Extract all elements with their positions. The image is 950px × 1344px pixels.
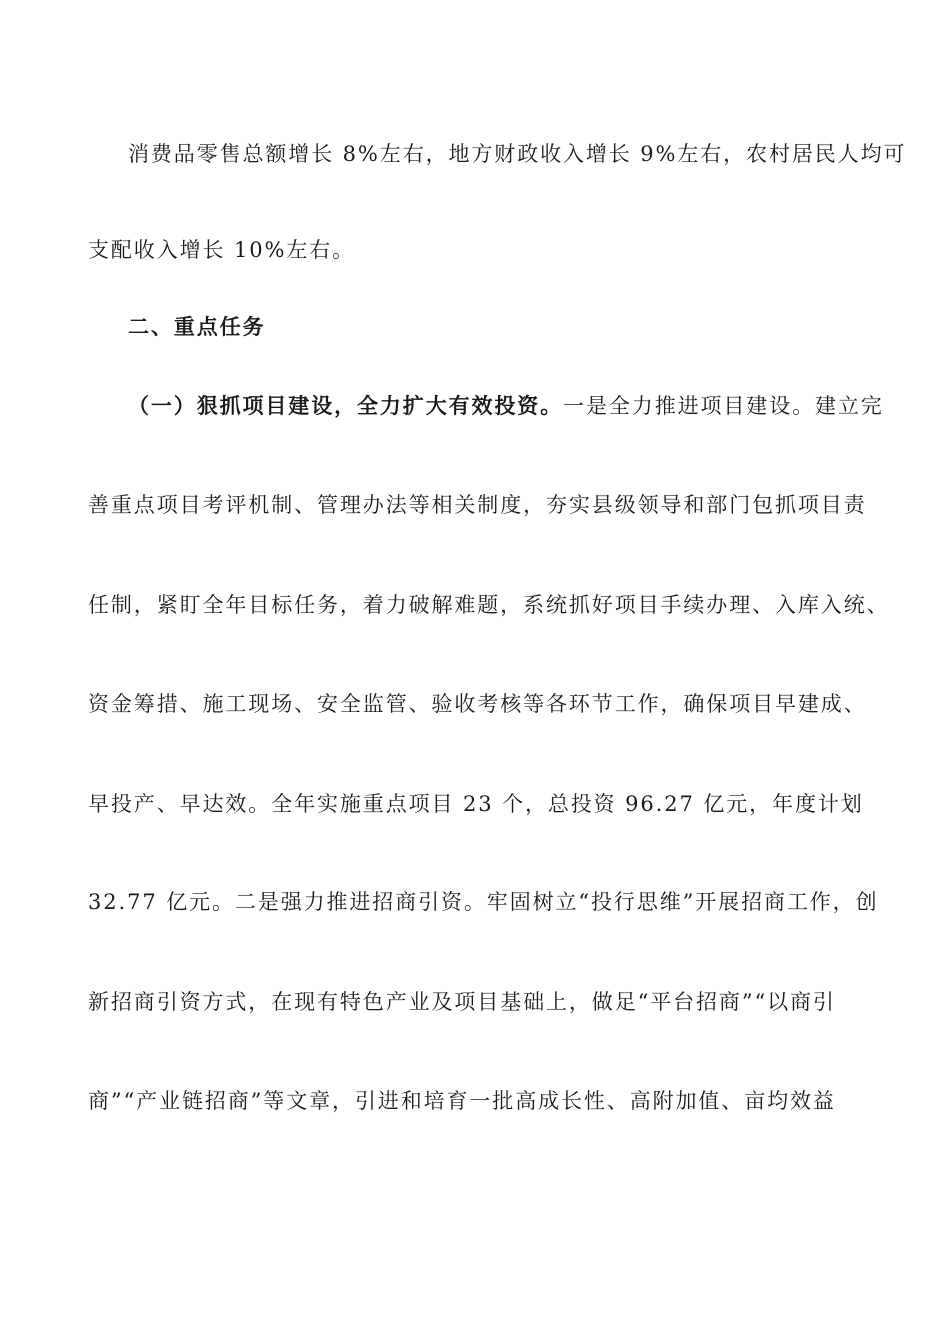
paragraph-1-line-8: 商”“产业链招商”等文章，引进和培育一批高成长性、高附加值、亩均效益 bbox=[88, 1089, 836, 1113]
paragraph-1-line-2: 善重点项目考评机制、管理办法等相关制度，夯实县级领导和部门包抓项目责 bbox=[88, 493, 867, 517]
intro-line-1: 消费品零售总额增长 8%左右，地方财政收入增长 9%左右，农村居民人均可 bbox=[128, 142, 907, 166]
paragraph-1-line-3: 任制，紧盯全年目标任务，着力破解难题，系统抓好项目手续办理、入库入统、 bbox=[88, 593, 890, 617]
paragraph-1-line-1 bbox=[128, 391, 884, 421]
section-heading: 二、重点任务 bbox=[128, 314, 266, 339]
paragraph-1-line-7: 新招商引资方式，在现有特色产业及项目基础上，做足“平台招商”“以商引 bbox=[88, 990, 836, 1014]
paragraph-1-line-5: 早投产、早达效。全年实施重点项目 23 个，总投资 96.27 亿元，年度计划 bbox=[88, 792, 864, 816]
paragraph-1-line-6: 32.77 亿元。二是强力推进招商引资。牢固树立“投行思维”开展招商工作，创 bbox=[88, 890, 879, 914]
paragraph-1-bold-heading: （一）狠抓项目建设，全力扩大有效投资。 bbox=[128, 393, 564, 418]
paragraph-1-line-1-text: 一是全力推进项目建设。建立完 bbox=[563, 394, 884, 418]
intro-line-2: 支配收入增长 10%左右。 bbox=[88, 238, 356, 262]
paragraph-1-line-4: 资金筹措、施工现场、安全监管、验收考核等各环节工作，确保项目早建成、 bbox=[88, 692, 867, 716]
